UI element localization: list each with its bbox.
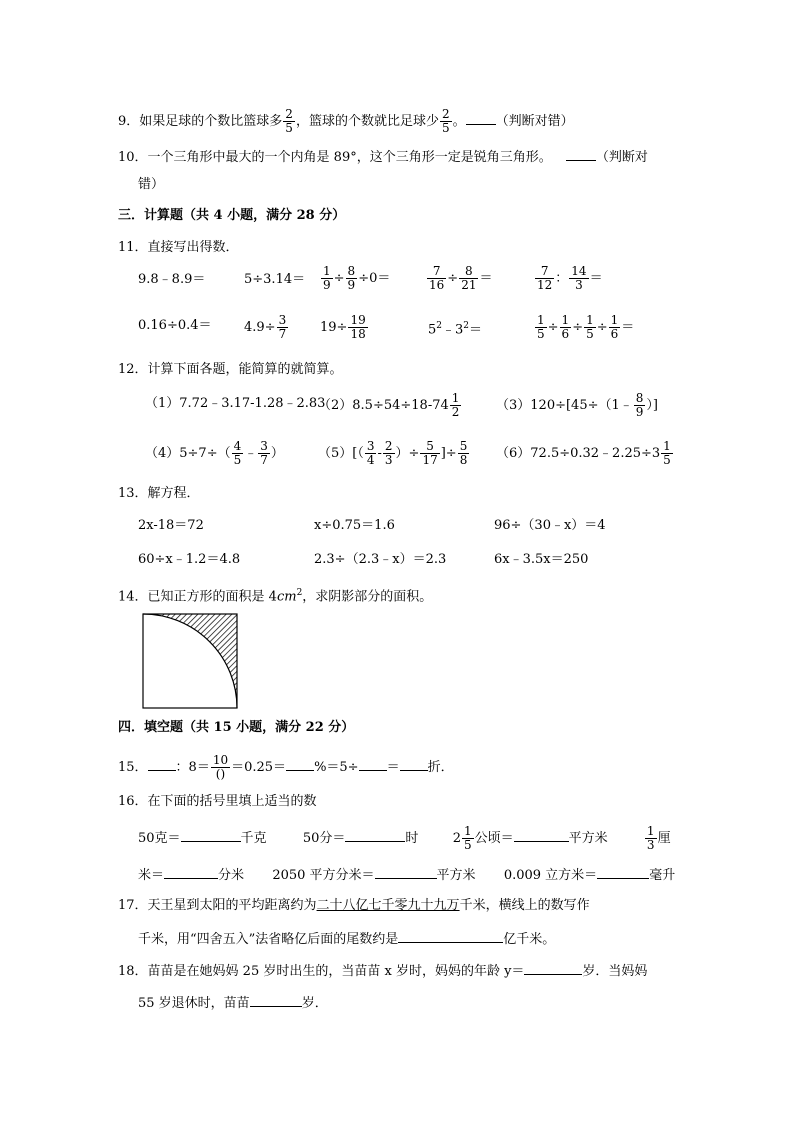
answer-blank[interactable] <box>400 758 428 771</box>
calc-item: 4.9÷ $\frac{3}{7}$ <box>244 313 287 341</box>
equation: 60÷x﹣1.2＝4.8 <box>138 552 241 567</box>
question-11-title: 11．直接写出得数． <box>118 240 239 255</box>
shaded-square-figure <box>142 613 238 709</box>
answer-blank[interactable] <box>466 112 496 125</box>
calc-item: （5）[（ $\frac{3}{4}$ - $\frac{2}{3}$ ）÷ $\frac{5}{17}$ ]÷ $\frac{5}{8}$ <box>318 439 468 467</box>
question-16-title: 16．在下面的括号里填上适当的数 <box>118 794 317 809</box>
answer-blank[interactable] <box>148 758 176 771</box>
answer-blank[interactable] <box>250 994 302 1007</box>
calc-item: $\frac{1}{9}$ ÷ $\frac{8}{9}$ ÷0＝ <box>323 264 391 292</box>
calc-item: 0.16÷0.4＝ <box>138 318 212 333</box>
question-14: 14．已知正方形的面积是 $4cm^2$，求阴影部分的面积。 <box>118 588 433 605</box>
fraction: $\frac{2}{5}$ <box>285 107 293 135</box>
equation: 2.3÷（2.3﹣x）＝2.3 <box>314 552 447 567</box>
calc-item: $5^2﹣3^2=$ <box>428 321 483 338</box>
answer-blank[interactable] <box>345 829 405 842</box>
answer-blank[interactable] <box>375 866 437 879</box>
calc-item: （3）120÷[45÷（1﹣ $\frac{8}{9}$ ）] <box>496 391 658 419</box>
calc-item: 5÷3.14＝ <box>244 272 306 287</box>
q18-continuation: 55 岁退休时，苗苗 岁． <box>138 996 328 1011</box>
question-13-title: 13．解方程． <box>118 486 200 501</box>
equation: x÷0.75＝1.6 <box>314 518 395 533</box>
q17-continuation: 千米，用“四舍五入”法省略亿后面的尾数约是 亿千米。 <box>138 932 556 947</box>
q9-text2: ，篮球的个数就比足球少 <box>295 114 439 129</box>
fraction: $\frac{2}{5}$ <box>441 107 450 135</box>
equation: 96÷（30﹣x）＝4 <box>494 518 606 533</box>
section-heading: 四．填空题（共 15 小题，满分 22 分） <box>118 720 355 735</box>
answer-blank[interactable] <box>524 962 582 975</box>
q16-row1: 50克＝ 千克 50分＝ 时 2 $\frac{1}{5}$ 公顷＝ 平方米 $\frac{1}{3}$ 厘 <box>138 824 671 852</box>
calc-item: （1）7.72﹣3.17-1.28﹣2.83 <box>145 396 326 411</box>
question-9: 9．如果足球的个数比篮球多 $\frac{2}{5}$ ，篮球的个数就比足球少 $\frac{2}{5}$ 。 （判断对错） <box>118 107 574 135</box>
answer-blank[interactable] <box>398 930 503 943</box>
answer-blank[interactable] <box>514 829 569 842</box>
q10-text: 一个三角形中最大的一个内角是 89°，这个三角形一定是锐角三角形。 <box>147 150 552 165</box>
question-17: 17．天王星到太阳的平均距离约为二十八亿七千零九十九万千米，横线上的数写作 <box>118 898 590 913</box>
calc-item: $\frac{1}{5}$ ÷ $\frac{1}{6}$ ÷ $\frac{1}{5}$ ÷ $\frac{1}{6}$ ＝ <box>537 313 635 341</box>
calc-item: $\frac{7}{16}$ ÷ $\frac{8}{21}$ ＝ <box>429 264 493 292</box>
calc-item: （6）72.5÷0.32﹣2.25÷3 $\frac{1}{5}$ <box>496 439 671 467</box>
answer-blank[interactable] <box>181 829 241 842</box>
answer-blank[interactable] <box>359 758 387 771</box>
shaded-region <box>143 614 237 708</box>
calc-item: （2）8.5÷54÷18-74 $\frac{1}{2}$ <box>318 391 460 419</box>
q10-continuation: 错） <box>138 177 165 192</box>
equation: 6x﹣3.5x＝250 <box>494 552 589 567</box>
question-12-title: 12．计算下面各题，能简算的就简算。 <box>118 362 343 377</box>
calc-item: （4）5÷7÷（ $\frac{4}{5}$ ﹣ $\frac{3}{7}$ ） <box>145 439 284 467</box>
calc-item: 9.8﹣8.9＝ <box>138 272 206 287</box>
question-15: 15． ：8＝ $\frac{10}{()}$ ＝0.25＝ %＝5÷ ＝ 折． <box>118 753 454 781</box>
calc-item: 19÷ $\frac{19}{18}$ <box>320 313 366 341</box>
q16-row2: 米＝ 分米 2050 平方分米＝ 平方米 0.009 立方米＝ 毫升 <box>138 868 676 883</box>
answer-blank[interactable] <box>286 758 314 771</box>
q9-number: 9． <box>118 114 140 129</box>
answer-blank[interactable] <box>566 148 596 161</box>
section-heading: 三．计算题（共 4 小题，满分 28 分） <box>118 208 346 223</box>
answer-blank[interactable] <box>597 866 649 879</box>
calc-item: $\frac{7}{12}$ ： $\frac{14}{3}$ ＝ <box>537 264 603 292</box>
question-10: 10．一个三角形中最大的一个内角是 89°，这个三角形一定是锐角三角形。 （判断对 <box>118 150 648 165</box>
q9-text: 如果足球的个数比篮球多 <box>139 114 283 129</box>
answer-blank[interactable] <box>164 866 218 879</box>
equation: 2x-18＝72 <box>138 518 204 533</box>
question-18: 18．苗苗是在她妈妈 25 岁时出生的，当苗苗 x 岁时，妈妈的年龄 y＝ 岁．当妈妈 <box>118 964 648 979</box>
